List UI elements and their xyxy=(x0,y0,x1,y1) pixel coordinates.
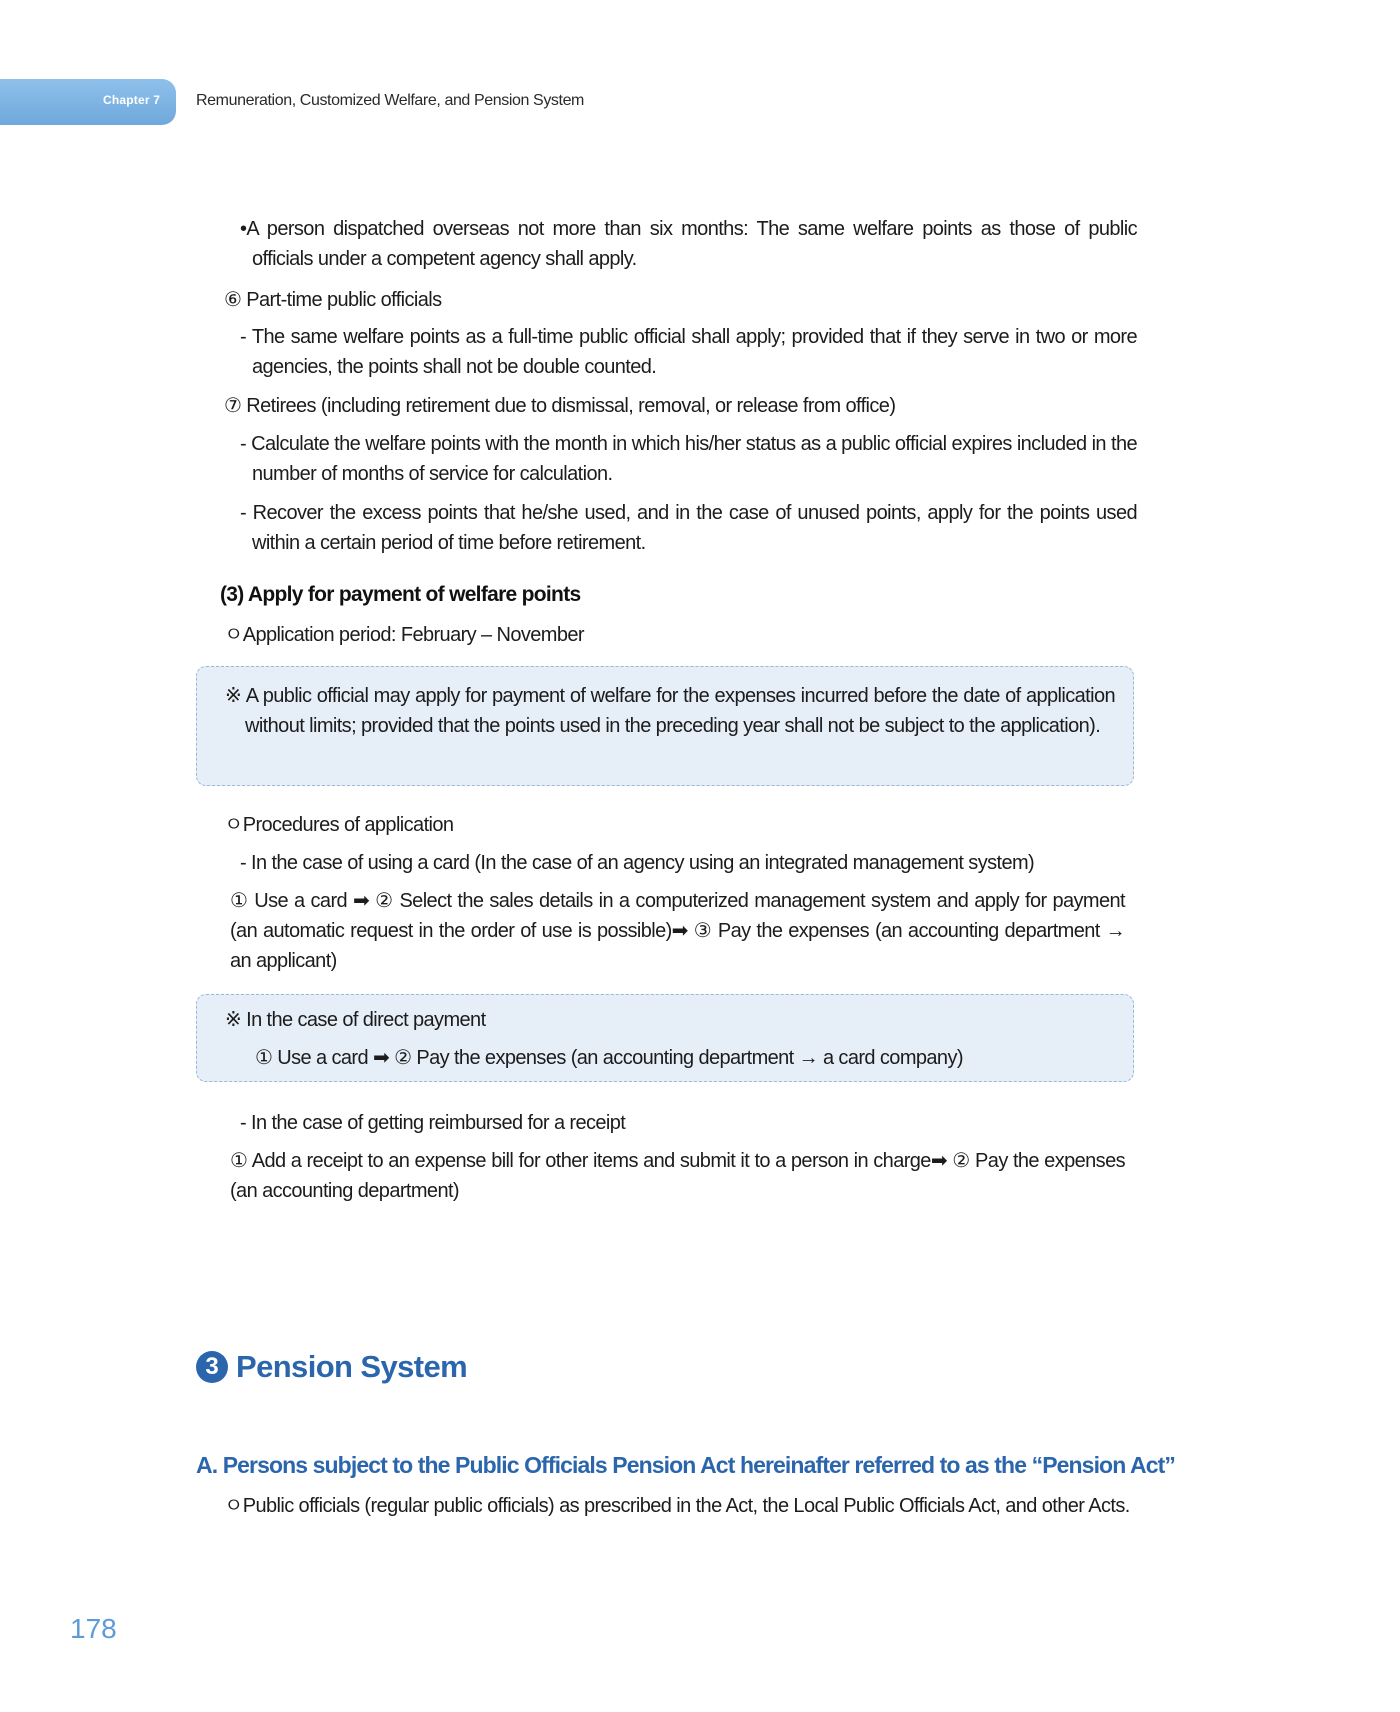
item7-detail-2: - Recover the excess points that he/she used, and in the case of unused points, apply for the points used within a certain period of time before retirement. xyxy=(240,502,1137,554)
section-title-text: Pension System xyxy=(236,1349,468,1384)
note-prior-expenses: ※ A public official may apply for payment of welfare for the expenses incurred before the date of application without limits; provided that the points used in the preceding year shall not be subject to the application). xyxy=(225,685,1115,737)
item7-title: ⑦ Retirees (including retirement due to dismissal, removal, or release from office) xyxy=(224,395,896,417)
section-title-pension xyxy=(196,1345,467,1389)
subsection-a-heading: A. Persons subject to the Public Officials Pension Act hereinafter referred to as the “Pension Act” xyxy=(196,1452,1175,1478)
item6-title: ⑥ Part-time public officials xyxy=(224,289,442,311)
item7-detail-1: - Calculate the welfare points with the month in which his/her status as a public official expires included in the number of months of service for calculation. xyxy=(240,433,1137,485)
running-title: Remuneration, Customized Welfare, and Pension System xyxy=(196,92,584,109)
subheading-apply-payment: (3) Apply for payment of welfare points xyxy=(220,583,581,606)
card-steps: ① Use a card ➡ ② Select the sales details in a computerized management system and apply for payment (an automatic request in the order of use is possible)➡ ③ Pay the expenses (an accounting department → an applicant) xyxy=(230,890,1125,972)
procedures-heading: ㅇProcedures of application xyxy=(224,814,454,836)
chapter-label: Chapter 7 xyxy=(103,93,161,107)
section-number-badge: 3 xyxy=(196,1351,228,1383)
note-direct-payment-steps: ① Use a card ➡ ② Pay the expenses (an accounting department → a card company) xyxy=(255,1047,963,1069)
receipt-steps: ① Add a receipt to an expense bill for other items and submit it to a person in charge➡ ② Pay the expenses (an accounting department) xyxy=(230,1150,1125,1202)
note-box-direct-payment xyxy=(196,994,1134,1082)
bullet-overseas: •A person dispatched overseas not more than six months: The same welfare points as those of public officials under a competent agency shall apply. xyxy=(240,218,1137,270)
subsection-a-item: ㅇPublic officials (regular public officials) as prescribed in the Act, the Local Public Officials Act, and other Acts. xyxy=(224,1495,1130,1517)
receipt-case: - In the case of getting reimbursed for a receipt xyxy=(240,1112,626,1134)
card-case: - In the case of using a card (In the case of an agency using an integrated management system) xyxy=(240,852,1035,874)
chapter-tab xyxy=(0,79,176,125)
note-box-prior-expenses xyxy=(196,666,1134,786)
item6-detail: - The same welfare points as a full-time public official shall apply; provided that if they serve in two or more agencies, the points shall not be double counted. xyxy=(240,326,1137,378)
application-period: ㅇApplication period: February – November xyxy=(224,624,584,646)
note-direct-payment-title: ※ In the case of direct payment xyxy=(225,1009,486,1031)
page-number: 178 xyxy=(70,1613,117,1644)
